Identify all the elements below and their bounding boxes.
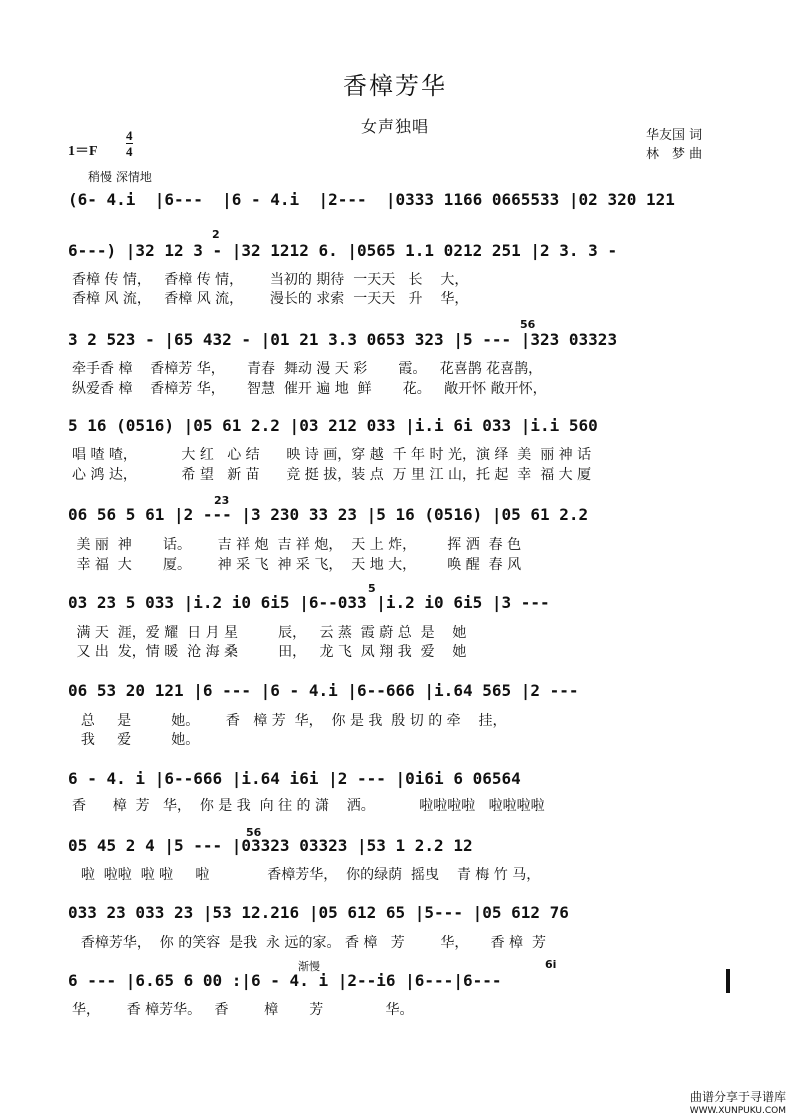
credits bbox=[646, 126, 702, 164]
notation-row bbox=[68, 239, 730, 263]
notation-row bbox=[68, 969, 730, 993]
notation-row bbox=[68, 767, 730, 791]
watermark bbox=[600, 1090, 786, 1118]
notation-text: (6- 4.i |6--- |6 - 4.i |2--- |0333 1166 0665533 |02 320 121 bbox=[68, 190, 675, 209]
lyric-line: 总 是 她。 香 樟 芳 华， 你 是 我 殷 切 的 牵 挂， bbox=[72, 713, 507, 729]
lyric-line: 心 鸿 达， 希 望 新 苗 竞 挺 拔，装 点 万 里 江 山，托 起 幸 福 大 厦 bbox=[72, 467, 592, 483]
time-signature bbox=[126, 128, 133, 159]
notation-text: 6 --- |6.65 6 00 :|6 - 4. i |2--i6 |6---|6--- bbox=[68, 971, 512, 990]
lyric-line: 香 樟 芳 华， 你 是 我 向 往 的 潇 洒。 啦啦啦啦 啦啦啦啦 bbox=[72, 798, 545, 814]
lyric-line: 唱 喳 喳， 大 红 心 结 映 诗 画，穿 越 千 年 时 光，演 绎 美 丽 神 话 bbox=[72, 447, 592, 463]
notation-text: 06 56 5 61 |2 --- |3 230 33 23 |5 16 (0516) |05 61 2.2 bbox=[68, 505, 589, 524]
song-title: 香樟芳华 bbox=[343, 72, 447, 100]
lyric-line: 满 天 涯，爱 耀 日 月 星 辰， 云 蒸 霞 蔚 总 是 她 bbox=[72, 625, 467, 641]
notation-text: 5 16 (0516) |05 61 2.2 |03 212 033 |i.i 6i 033 |i.i 560 bbox=[68, 416, 598, 435]
composer: 林 梦 曲 bbox=[646, 147, 703, 162]
tempo-change: 渐慢 bbox=[298, 960, 320, 973]
grace-note: 56 bbox=[520, 318, 536, 331]
notation-text: 06 53 20 121 |6 --- |6 - 4.i |6--666 |i.64 565 |2 --- bbox=[68, 681, 579, 700]
final-barline bbox=[726, 969, 730, 993]
notation-row bbox=[68, 591, 730, 615]
key-signature: 1＝F bbox=[68, 144, 98, 159]
lyric-line: 又 出 发，情 暖 沧 海 桑 田， 龙 飞 凤 翔 我 爱 她 bbox=[72, 644, 467, 660]
notation-text: 03 23 5 033 |i.2 i0 6i5 |6--033 |i.2 i0 6i5 |3 --- bbox=[68, 593, 550, 612]
lyric-line: 幸 福 大 厦。 神 采 飞 神 采 飞， 天 地 大， 唤 醒 春 风 bbox=[72, 557, 522, 573]
watermark-site: 曲谱分享于寻谱库 bbox=[689, 1090, 786, 1104]
lyricist: 华友国 词 bbox=[646, 128, 703, 143]
notation-row bbox=[68, 328, 730, 352]
time-signature-bottom: 4 bbox=[126, 144, 133, 159]
grace-note: 23 bbox=[214, 494, 230, 507]
notation-text: 05 45 2 4 |5 --- |03323 03323 |53 1 2.2 12 bbox=[68, 836, 473, 855]
notation-text: 6---) |32 12 3 - |32 1212 6. |0565 1.1 0212 251 |2 3. 3 - bbox=[68, 241, 618, 260]
notation-text: 033 23 033 23 |53 12.216 |05 612 65 |5--- |05 612 76 bbox=[68, 903, 569, 922]
lyric-line: 纵爱香 樟 香樟芳 华， 智慧 催开 遍 地 鲜 花。 敞开怀 敞开怀， bbox=[72, 381, 547, 397]
time-signature-top: 4 bbox=[126, 128, 133, 143]
grace-note: 6i bbox=[545, 958, 557, 971]
grace-note: 56 bbox=[246, 826, 262, 839]
tempo-marking: 稍慢 深情地 bbox=[88, 170, 152, 184]
lyric-line: 美 丽 神 话。 吉 祥 炮 吉 祥 炮， 天 上 炸， 挥 洒 春 色 bbox=[72, 537, 522, 553]
lyric-line: 牵手香 樟 香樟芳 华， 青春 舞动 漫 天 彩 霞。 花喜鹊 花喜鹊， bbox=[72, 361, 543, 377]
song-subtitle: 女声独唱 bbox=[360, 117, 429, 136]
grace-note: 5 bbox=[368, 582, 376, 595]
notation-text: 6 - 4. i |6--666 |i.64 i6i |2 --- |0i6i 6 06564 bbox=[68, 769, 521, 788]
lyric-line: 香樟芳华， 你 的笑容 是我 永 远的家。 香 樟 芳 华， 香 樟 芳 bbox=[72, 935, 546, 951]
notation-row bbox=[68, 901, 730, 925]
lyric-line: 香樟 风 流， 香樟 风 流， 漫长的 求索 一天天 升 华， bbox=[72, 291, 469, 307]
lyric-line: 啦 啦啦 啦 啦 啦 香樟芳华， 你的绿荫 摇曳 青 梅 竹 马， bbox=[72, 867, 541, 883]
notation-row bbox=[68, 414, 730, 438]
lyric-line: 香樟 传 情， 香樟 传 情， 当初的 期待 一天天 长 大， bbox=[72, 272, 469, 288]
notation-row bbox=[68, 834, 730, 858]
notation-text: 3 2 523 - |65 432 - |01 21 3.3 0653 323 |5 --- |323 03323 bbox=[68, 330, 618, 349]
notation-row bbox=[68, 679, 730, 703]
notation-row bbox=[68, 188, 730, 212]
lyric-line: 我 爱 她。 bbox=[72, 732, 200, 748]
lyric-line: 华， 香 樟芳华。 香 樟 芳 华。 bbox=[72, 1002, 414, 1018]
watermark-url: WWW.XUNPUKU.COM bbox=[689, 1106, 786, 1116]
notation-row bbox=[68, 503, 730, 527]
grace-note: 2 bbox=[212, 228, 220, 241]
